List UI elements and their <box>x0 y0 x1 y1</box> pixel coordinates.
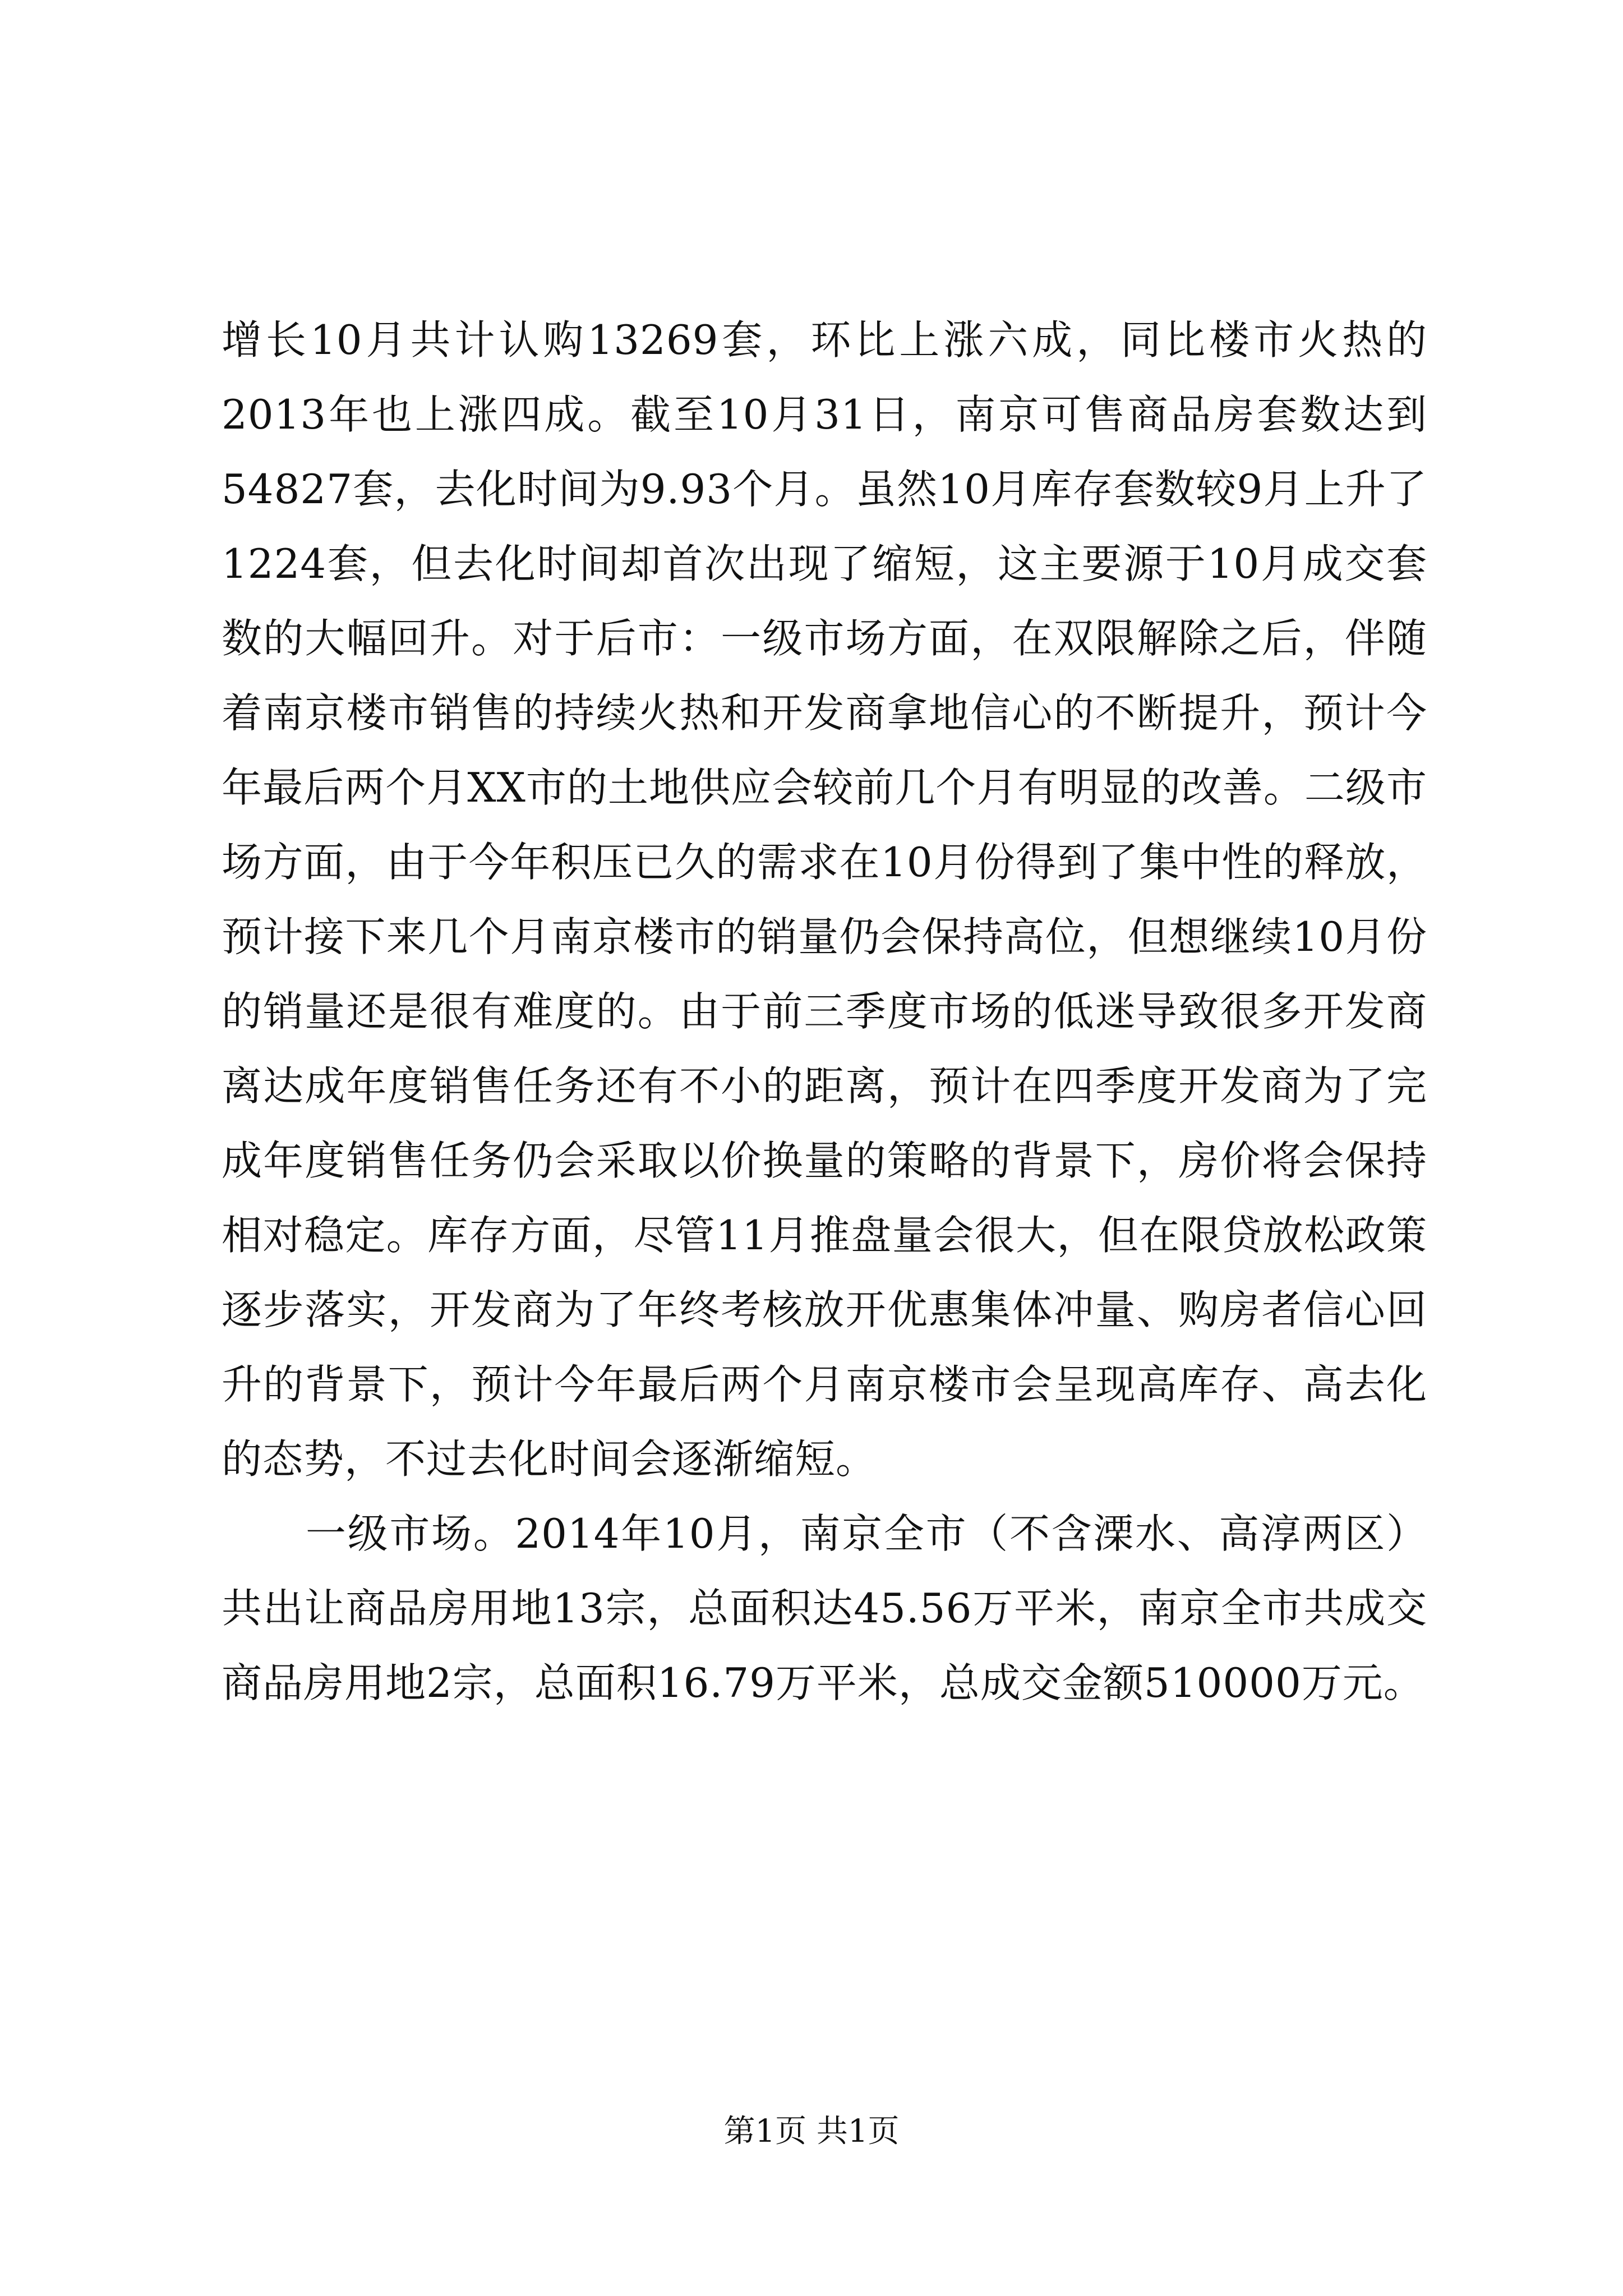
page-number-label: 第1页 共1页 <box>723 2113 900 2150</box>
paragraph-market-summary: 增长10月共计认购13269套，环比上涨六成，同比楼市火热的2013年也上涨四成。截至10月31日，南京可售商品房套数达到54827套，去化时间为9.93个月。虽然10月库存套数较9月上升了1224套，但去化时间却首次出现了缩短，这主要源于10月成交套数的大幅回升。对于后市：一级市场方面，在双限解除之后，伴随着南京楼市销售的持续火热和开发商拿地信心的不断提升，预计今年最后两个月XX市的土地供应会较前几个月有明显的改善。二级市场方面，由于今年积压已久的需求在10月份得到了集中性的释放，预计接下来几个月南京楼市的销量仍会保持高位，但想继续10月份的销量还是很有难度的。由于前三季度市场的低迷导致很多开发商离达成年度销售任务还有不小的距离，预计在四季度开发商为了完成年度销售任务仍会采取以价换量的策略的背景下，房价将会保持相对稳定。库存方面，尽管11月推盘量会很大，但在限贷放松政策逐步落实，开发商为了年终考核放开优惠集体冲量、购房者信心回升的背景下，预计今年最后两个月南京楼市会呈现高库存、高去化的态势，不过去化时间会逐渐缩短。 <box>222 316 1427 1483</box>
paragraph-primary-market: 一级市场。2014年10月，南京全市（不含溧水、高淳两区）共出让商品房用地13宗，总面积达45.56万平米，南京全市共成交商品房用地2宗，总面积16.79万平米，总成交金额510000万元。 <box>222 1510 1427 1706</box>
page-footer <box>0 2109 1623 2154</box>
document-body <box>222 303 1427 1720</box>
